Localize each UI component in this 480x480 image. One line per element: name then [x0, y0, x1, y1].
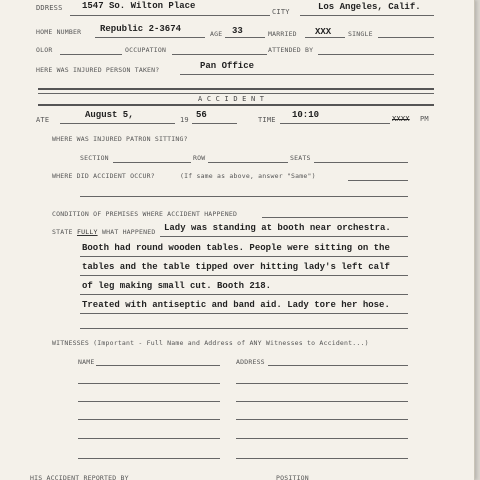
reported-by-label: HIS ACCIDENT REPORTED BY	[30, 474, 129, 480]
year-line	[192, 123, 237, 124]
witness-name-line-5	[78, 438, 220, 439]
witness-name-line-3	[78, 401, 220, 402]
occupation-line	[172, 54, 267, 55]
taken-label: HERE WAS INJURED PERSON TAKEN?	[36, 66, 160, 74]
married-value: XXX	[315, 27, 332, 37]
witness-address-line-1	[268, 365, 408, 366]
sitting-question: WHERE WAS INJURED PATRON SITTING?	[52, 135, 188, 143]
married-line	[305, 37, 345, 38]
witness-name-line-6	[78, 458, 220, 459]
age-line	[225, 37, 265, 38]
seats-line	[314, 162, 408, 163]
witness-name-line-4	[78, 419, 220, 420]
narrative-rule-4	[80, 294, 408, 295]
section-rule-top	[38, 88, 434, 90]
narrative-line-2: Booth had round wooden tables. People were sitting on the	[82, 243, 390, 253]
seats-label: SEATS	[290, 154, 311, 162]
narrative-line-4: of leg making small cut. Booth 218.	[82, 281, 272, 291]
witness-address-line-5	[236, 438, 408, 439]
date-line	[60, 123, 175, 124]
phone-label: HOME NUMBER	[36, 28, 82, 36]
narrative-line-1: Lady was standing at booth near orchestra.	[164, 223, 391, 233]
address-line	[70, 15, 270, 16]
condition-line	[262, 217, 408, 218]
phone-line	[95, 37, 205, 38]
year-value: 56	[196, 110, 207, 120]
date-label: ATE	[36, 116, 50, 124]
narrative-line-3: tables and the table tipped over hitting lady's left calf	[82, 262, 390, 272]
attended-label: ATTENDED BY	[268, 46, 314, 54]
phone-value: Republic 2-3674	[100, 24, 182, 34]
witness-address-line-2	[236, 383, 408, 384]
where-hint: (If same as above, answer "Same")	[180, 172, 316, 180]
row-line	[208, 162, 288, 163]
witness-name-line-2	[78, 383, 220, 384]
witness-address-line-4	[236, 419, 408, 420]
narrative-rule-5	[80, 313, 408, 314]
section-rule-bottom	[38, 104, 434, 106]
witness-address-line-6	[236, 458, 408, 459]
color-line	[60, 54, 122, 55]
position-label: POSITION	[276, 474, 309, 480]
narrative-rule-3	[80, 275, 408, 276]
age-value: 33	[232, 26, 243, 36]
narrative-rule-2	[80, 256, 408, 257]
year-prefix: 19	[180, 116, 189, 124]
pm-label: PM	[420, 115, 429, 123]
date-value: August 5,	[85, 110, 134, 120]
occupation-label: OCCUPATION	[125, 46, 167, 54]
section-label: SECTION	[80, 154, 109, 162]
time-value: 10:10	[292, 110, 320, 120]
where-question: WHERE DID ACCIDENT OCCUR?	[52, 172, 155, 180]
time-line	[280, 123, 390, 124]
where-line-1	[348, 180, 408, 181]
condition-label: CONDITION OF PREMISES WHERE ACCIDENT HAPPENED	[52, 210, 238, 218]
married-label: MARRIED	[268, 30, 297, 38]
time-label: TIME	[258, 116, 276, 124]
taken-line	[180, 74, 434, 75]
city-value: Los Angeles, Calif.	[318, 2, 421, 12]
witness-name-label: NAME	[78, 358, 95, 366]
witness-address-line-3	[236, 401, 408, 402]
witness-name-line-1	[96, 365, 220, 366]
witnesses-header: WITNESSES (Important - Full Name and Address of ANY Witnesses to Accident...)	[52, 339, 369, 347]
single-line	[378, 37, 434, 38]
city-label: CITY	[272, 8, 290, 16]
color-label: OLOR	[36, 46, 53, 54]
state-label-3: WHAT HAPPENED	[102, 228, 156, 236]
address-value: 1547 So. Wilton Place	[82, 1, 196, 11]
narrative-line-5: Treated with antiseptic and band aid. Lady tore her hose.	[82, 300, 390, 310]
city-line	[300, 15, 434, 16]
state-label-1: STATE	[52, 228, 73, 236]
attended-line	[318, 54, 434, 55]
narrative-rule-6	[80, 328, 408, 329]
narrative-rule-1	[160, 236, 408, 237]
age-label: AGE	[210, 30, 223, 38]
row-label: ROW	[193, 154, 206, 162]
am-struck: XXXX	[392, 115, 410, 123]
single-label: SINGLE	[348, 30, 373, 38]
address-label: DDRESS	[36, 4, 63, 12]
accident-section-title: A C C I D E N T	[198, 95, 265, 103]
where-line-2	[80, 196, 408, 197]
taken-value: Pan Office	[200, 61, 255, 71]
section-rule-mid	[38, 93, 434, 94]
section-line	[113, 162, 191, 163]
witness-address-label: ADDRESS	[236, 358, 265, 366]
state-label-2: FULLY	[77, 228, 98, 236]
